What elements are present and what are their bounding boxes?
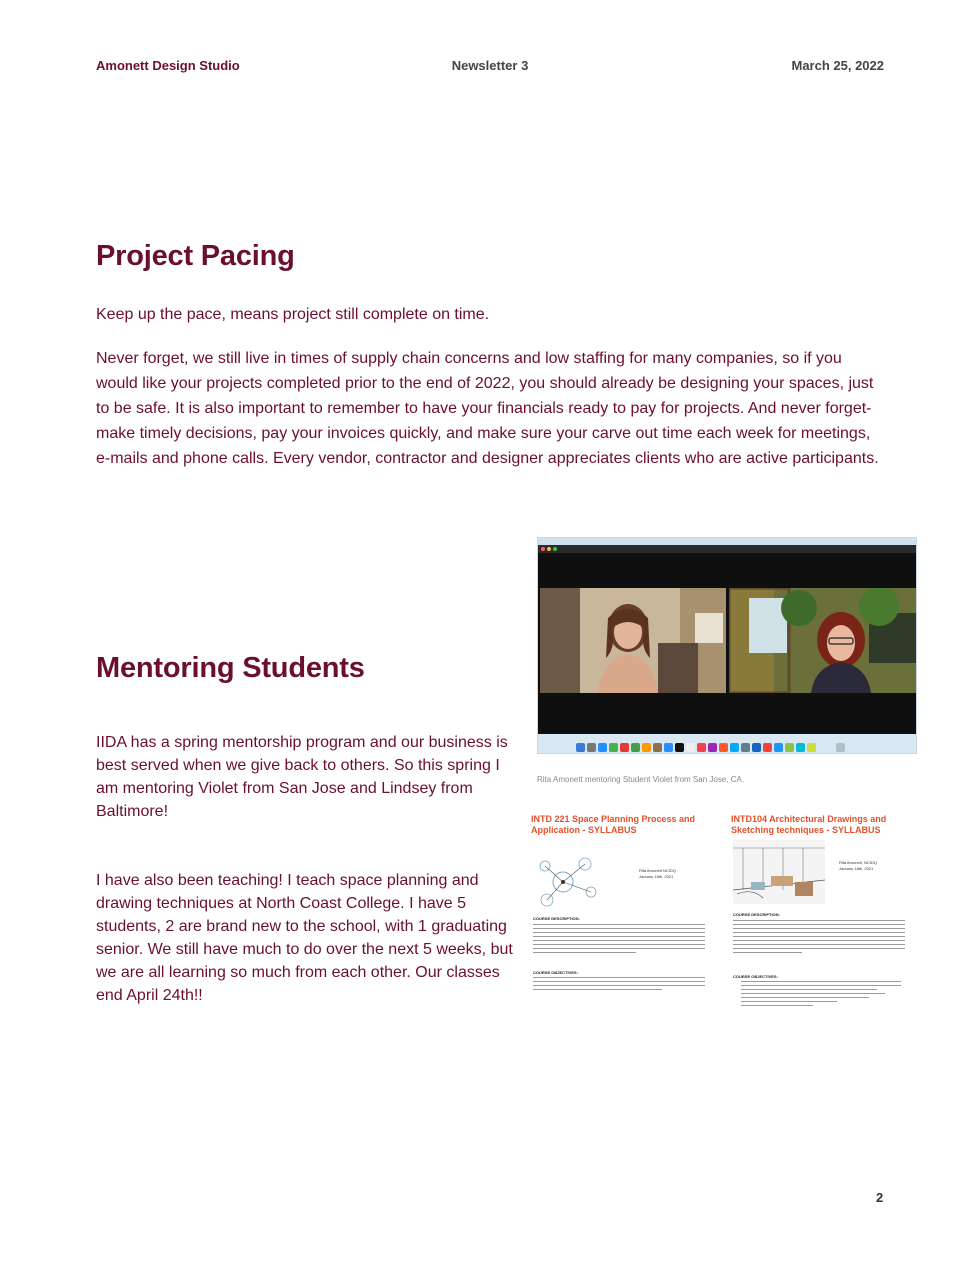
mentoring-paragraph-1: IIDA has a spring mentorship program and our business is best served when we give back to others. So this spring I am mentoring Violet from San Jose and Lindsey from Baltimore!	[96, 734, 508, 820]
page-header	[96, 58, 884, 76]
mentoring-students-heading: Mentoring Students	[96, 652, 365, 684]
instructor-name: Rita Amonett, NCIDQ	[839, 860, 878, 865]
syllabus-meta	[839, 860, 877, 872]
course-objectives-label: COURSE OBJECTIVES:	[533, 970, 578, 975]
architectural-sketch-icon	[733, 840, 825, 904]
mentoring-paragraph-2: I have also been teaching! I teach space planning and drawing techniques at North Coast College. I have 5 students, 2 are brand new to the school, with 1 graduating senior. We still have much to do over the next 5 weeks, but we are all learning so much from each other. Our classes end April 24th!!	[96, 872, 513, 1004]
mac-menubar	[538, 538, 917, 545]
course-description-label: COURSE DESCRIPTION:	[533, 916, 580, 921]
pacing-paragraph-1: Keep up the pace, means project still complete on time.	[96, 306, 490, 323]
mentor-video-tile	[729, 588, 917, 693]
student-video-tile	[540, 588, 726, 693]
photo-caption: Rita Amonett mentoring Student Violet from San Jose, CA.	[537, 775, 745, 784]
newsletter-issue: Newsletter 3	[451, 58, 529, 73]
project-pacing-heading: Project Pacing	[96, 240, 295, 272]
instructor-name: Rita Amonett NCIDQ	[639, 868, 676, 873]
course-objectives-list	[741, 981, 901, 1009]
course-objectives-label: COURSE OBJECTIVES:	[733, 974, 778, 979]
syllabus-date: January 18th, 2021	[839, 866, 874, 871]
course-description-label: COURSE DESCRIPTION:	[733, 912, 780, 917]
syllabus-date: January 18th, 2021	[639, 874, 674, 879]
page-number: 2	[876, 1190, 884, 1205]
course-description-text	[733, 920, 905, 956]
mac-dock	[538, 734, 917, 754]
syllabus-intd221	[531, 806, 716, 1021]
space-planning-diagram-icon	[533, 852, 603, 910]
dock-app-icons	[576, 743, 866, 753]
video-call-photo	[537, 537, 917, 754]
syllabus-meta	[639, 868, 676, 880]
dock-icons	[576, 740, 866, 750]
maximize-dot-icon	[553, 547, 557, 551]
zoom-titlebar	[538, 545, 917, 553]
studio-name: Amonett Design Studio	[96, 58, 240, 73]
close-dot-icon	[541, 547, 545, 551]
mentor-video-frame	[729, 588, 917, 693]
syllabus-title: INTD 221 Space Planning Process and Application - SYLLABUS	[531, 814, 696, 835]
pacing-paragraph-2: Never forget, we still live in times of supply chain concerns and low staffing for many companies, so if you would like your projects completed prior to the end of 2022, you should already be designing your spaces, just to be safe. It is also important to remember to have your financials ready to pay for projects. And never forget- make timely decisions, pay your invoices quickly, and make sure your carve out time each week for meetings, e-mails and phone calls. Every vendor, contractor and designer appreciates clients who are active participants.	[96, 350, 879, 467]
newsletter-date: March 25, 2022	[791, 58, 884, 73]
minimize-dot-icon	[547, 547, 551, 551]
syllabus-title: INTD104 Architectural Drawings and Sketching techniques - SYLLABUS	[731, 814, 887, 835]
course-description-text	[533, 924, 705, 956]
course-objectives-text	[533, 977, 705, 993]
student-video-frame	[540, 588, 726, 693]
syllabus-intd104	[731, 806, 916, 1021]
